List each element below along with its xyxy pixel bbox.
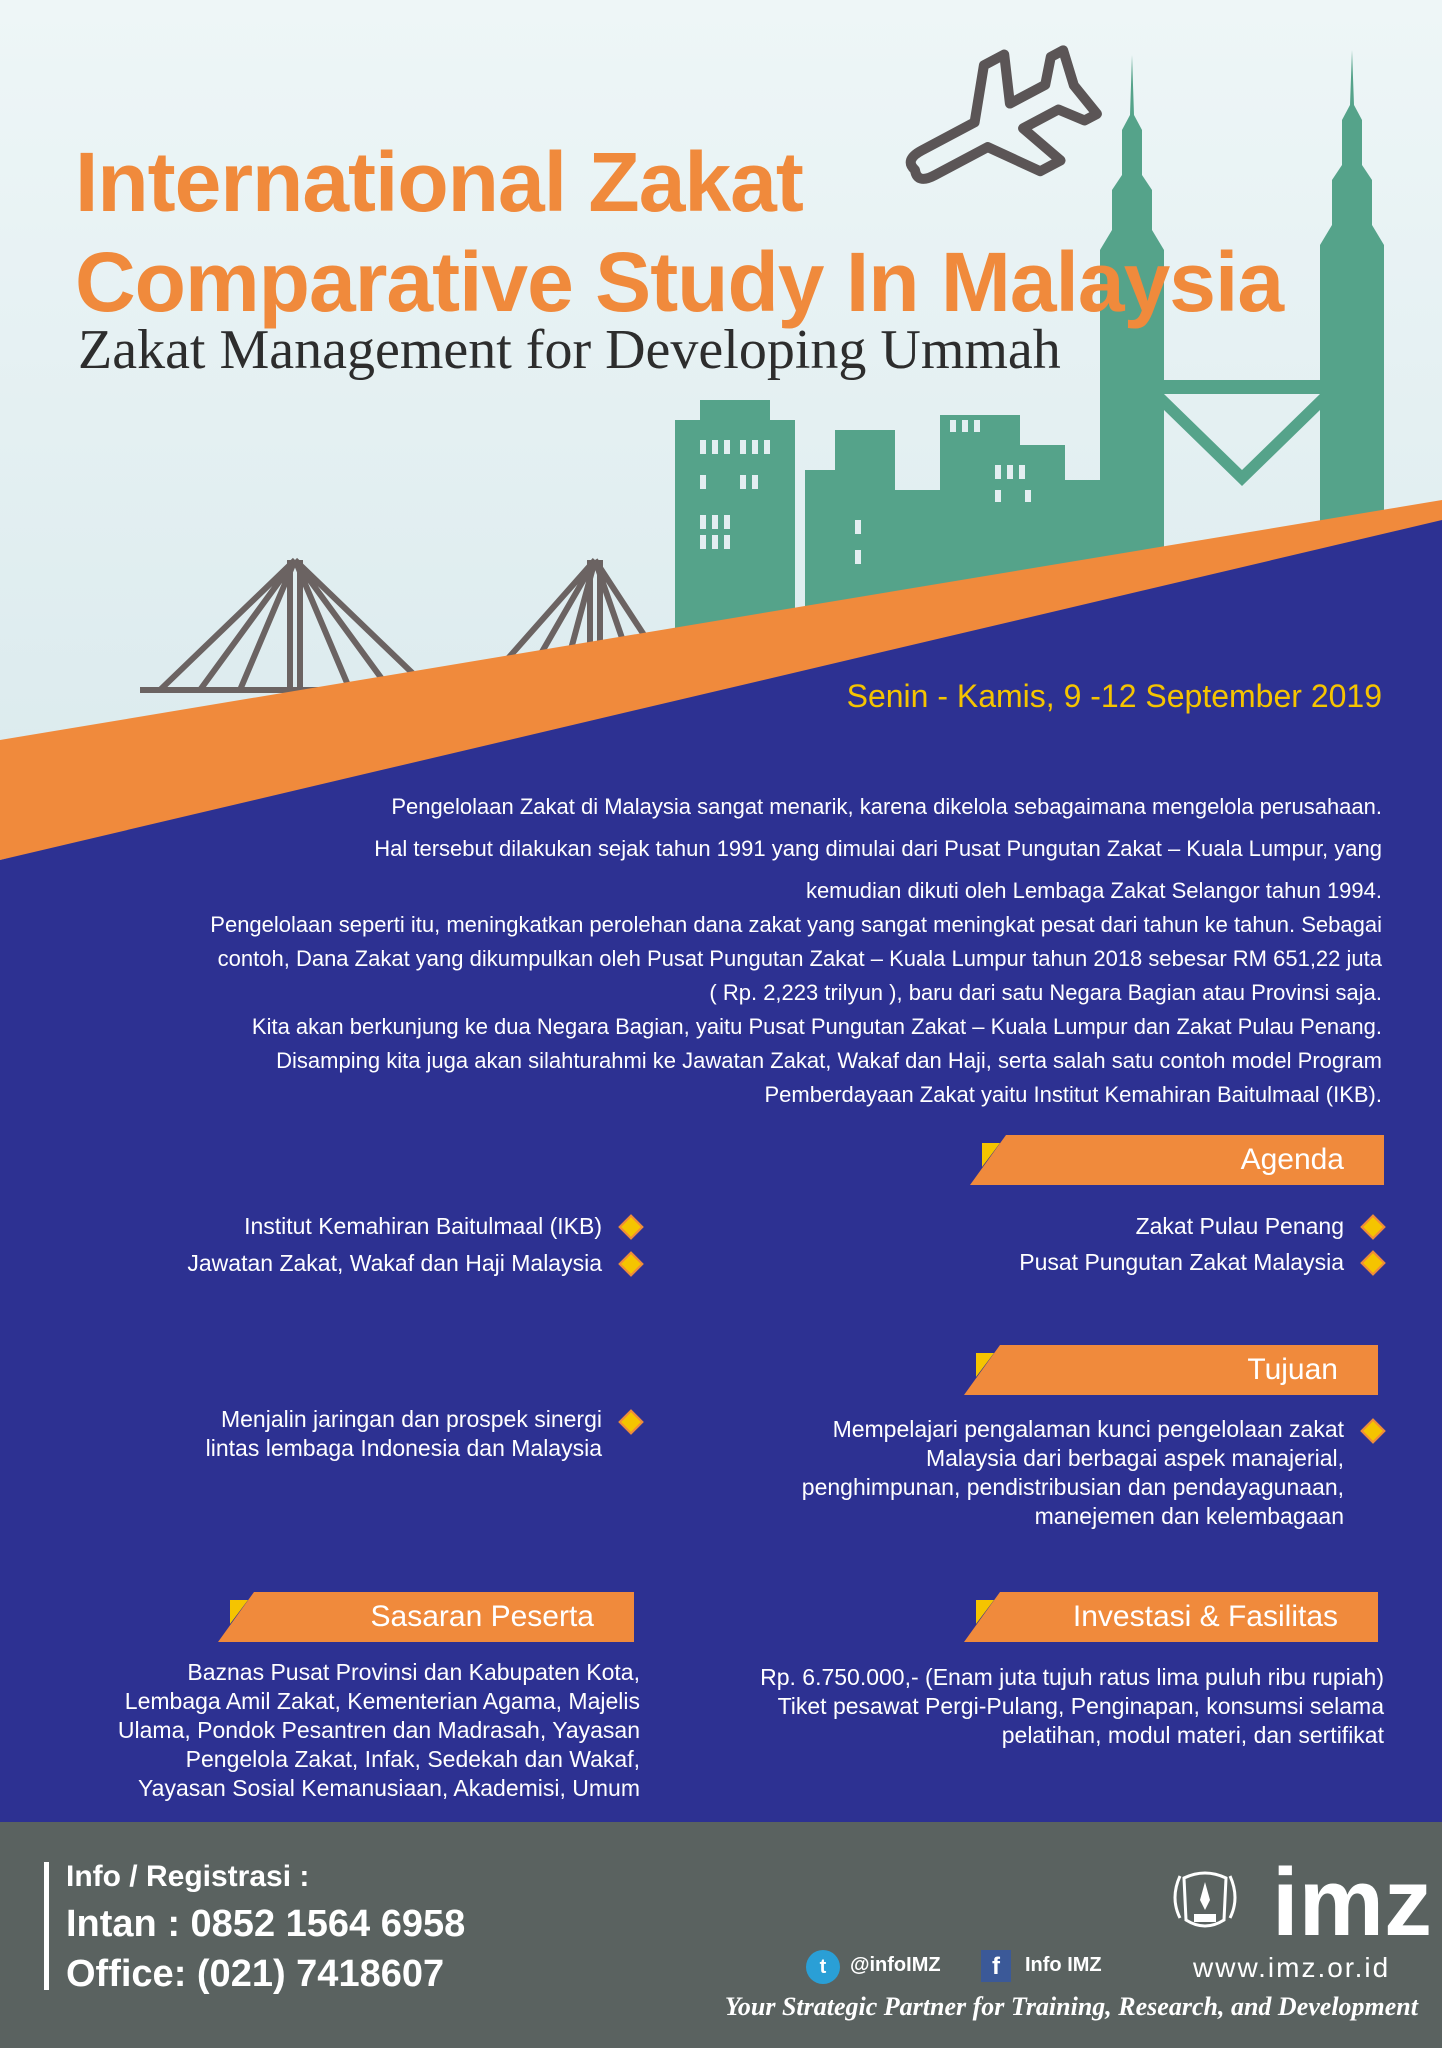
- facebook-icon[interactable]: f: [981, 1950, 1011, 1982]
- page-title-line1: International Zakat: [75, 135, 803, 229]
- agenda-right-item: Pusat Pungutan Zakat Malaysia: [1019, 1249, 1344, 1275]
- tujuan-heading: [964, 1345, 1378, 1395]
- contact-office: Office: (021) 7418607: [66, 1953, 445, 1995]
- website-link[interactable]: www.imz.or.id: [1193, 1952, 1391, 1983]
- agenda-heading: [970, 1135, 1384, 1185]
- page-subtitle: Zakat Management for Developing Ummah: [78, 319, 1061, 381]
- heading-accent: [982, 1143, 1000, 1167]
- investasi-text: Rp. 6.750.000,- (Enam juta tujuh ratus lima puluh ribu rupiah) Tiket pesawat Pergi-Pulang, Penginapan, konsumsi selama pelatihan, modul materi, dan sertifikat: [760, 1664, 1384, 1748]
- intro-line: Disamping kita juga akan silahturahmi ke Jawatan Zakat, Wakaf dan Haji, serta salah satu contoh model Program: [276, 1048, 1382, 1073]
- intro-line: ( Rp. 2,223 trilyun ), baru dari satu Negara Bagian atau Provinsi saja.: [709, 980, 1382, 1005]
- tujuan-heading-label: Tujuan: [1247, 1353, 1338, 1386]
- footer-accent-bar: [44, 1862, 49, 1990]
- agenda-right-item: Zakat Pulau Penang: [1135, 1213, 1344, 1239]
- sasaran-heading-label: Sasaran Peserta: [370, 1600, 594, 1633]
- airplane-icon: [886, 29, 1108, 223]
- heading-accent: [976, 1600, 994, 1624]
- intro-line: Pengelolaan seperti itu, meningkatkan perolehan dana zakat yang sangat meningkat pesat dari tahun ke tahun. Sebagai: [210, 912, 1382, 937]
- investasi-heading-label: Investasi & Fasilitas: [1072, 1600, 1338, 1633]
- intro-line: contoh, Dana Zakat yang dikumpulkan oleh Pusat Pungutan Zakat – Kuala Lumpur tahun 2018 sebesar RM 651,22 juta: [217, 946, 1382, 971]
- sasaran-heading: [218, 1592, 634, 1642]
- tagline: Your Strategic Partner for Training, Research, and Development: [724, 1992, 1418, 2021]
- brand-logo: imz: [1272, 1849, 1433, 1956]
- intro-line: Pemberdayaan Zakat yaitu Institut Kemahiran Baitulmaal (IKB).: [764, 1082, 1382, 1107]
- agenda-left-item: Institut Kemahiran Baitulmaal (IKB): [244, 1213, 602, 1239]
- tujuan-right-text: Mempelajari pengalaman kunci pengelolaan zakat Malaysia dari berbagai aspek manajerial, penghimpunan, pendistribusian dan pendayagunaan, manejemen dan kelembagaan: [801, 1416, 1344, 1529]
- sasaran-text: Baznas Pusat Provinsi dan Kabupaten Kota, Lembaga Amil Zakat, Kementerian Agama, Majelis Ulama, Pondok Pesantren dan Madrasah, Yayasan Pengelola Zakat, Infak, Sedekah dan Wakaf, Yayasan Sosial Kemanusiaan, Akademisi, Umum: [117, 1659, 640, 1801]
- contact-phone: Intan : 0852 1564 6958: [66, 1903, 466, 1945]
- page-title-line2: Comparative Study In Malaysia: [75, 235, 1284, 329]
- agenda-heading-label: Agenda: [1240, 1143, 1344, 1176]
- heading-accent: [230, 1600, 248, 1624]
- intro-line: Pengelolaan Zakat di Malaysia sangat menarik, karena dikelola sebagaimana mengelola perusahaan.: [391, 794, 1382, 819]
- tujuan-left-text: Menjalin jaringan dan prospek sinergi lintas lembaga Indonesia dan Malaysia: [205, 1406, 602, 1461]
- twitter-icon[interactable]: t: [806, 1950, 840, 1984]
- info-label: Info / Registrasi :: [66, 1860, 310, 1893]
- event-date: Senin - Kamis, 9 -12 September 2019: [846, 678, 1382, 714]
- intro-line: Hal tersebut dilakukan sejak tahun 1991 yang dimulai dari Pusat Pungutan Zakat – Kuala Lumpur, yang: [374, 836, 1382, 861]
- agenda-left-item: Jawatan Zakat, Wakaf dan Haji Malaysia: [187, 1250, 602, 1276]
- facebook-page[interactable]: Info IMZ: [1025, 1954, 1102, 1976]
- intro-line: kemudian dikuti oleh Lembaga Zakat Selangor tahun 1994.: [805, 878, 1382, 903]
- investasi-heading: [964, 1592, 1378, 1642]
- intro-paragraph: [80, 790, 1382, 1112]
- twitter-handle[interactable]: @infoIMZ: [850, 1954, 941, 1976]
- intro-line: Kita akan berkunjung ke dua Negara Bagian, yaitu Pusat Pungutan Zakat – Kuala Lumpur dan Zakat Pulau Penang.: [251, 1014, 1382, 1039]
- heading-accent: [976, 1353, 994, 1377]
- seal-icon: [1162, 1858, 1248, 1944]
